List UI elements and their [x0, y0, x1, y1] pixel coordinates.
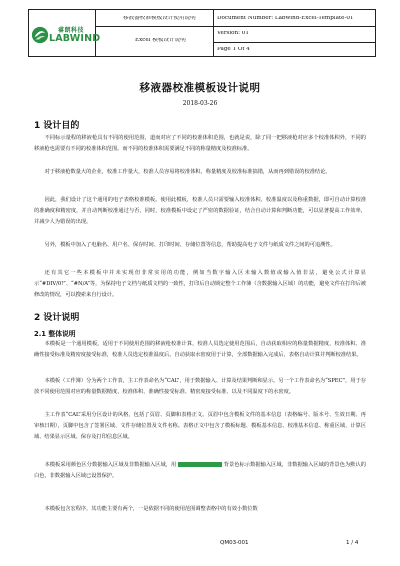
- header-version: Version: 01: [217, 31, 249, 36]
- logo-text-cn: 睿朗科技: [58, 27, 85, 34]
- paragraph: 对于移液枪数量大的企业，校准工作量大，校准人员容易将校准体积、称量精度及校准标准搞错，从而再到错误的校准结论。: [44, 169, 331, 175]
- company-logo: [31, 24, 101, 50]
- logo-mark-icon: [31, 26, 49, 44]
- document-title: 移液器校准模板设计说明: [139, 82, 261, 94]
- header-divider: [213, 42, 375, 43]
- header-page: Page 1 Of 4: [217, 47, 250, 52]
- paragraph: 本模板包含宏程序，其功能主要有两个，一是依据不同的使用范围调整表格中的有效小数位数: [44, 506, 258, 512]
- paragraph-color-note: [34, 460, 366, 482]
- section-heading: 1 设计目的: [34, 121, 80, 131]
- paragraph: 本模板是一个通用模板，适用于不同使用范围的移液枪校准计算，校准人员选定使用范围后，自动获取相应的称量数据精度、校准体积、准确性接受标准及精密度接受标准，校准人员选定校准温度后，自动获取水密度用于计算，全部数据输入完成后，表格自动计算并判断校准结果。: [34, 341, 366, 359]
- document-header: [28, 9, 376, 57]
- paragraph: 主工作表“CAL”采用分区设计的风格，包括了页眉、页脚和表格正文。页眉中包含模板文件的基本信息（表格编号、版本号、生效日期、再审核日期），页脚中包含了签署区域、文件存储位置及文件名称。表格正文中包含了模板标题、模板基本信息、校准基本信息、称重区域、计算区域、结果显示区域、保存及打印信息区域。: [34, 412, 366, 441]
- color-note-text-a: 本模板采用颜色区分数据输入区域及非数据输入区域，用: [44, 462, 179, 468]
- header-divider: [213, 10, 214, 56]
- paragraph: 本模板（工作簿）分为两个工作表，主工作表命名为“CAL”，用于数据输入、计算及结果判断和显示。另一个工作表命名为“SPEC”，用于存放不同使用范围对应的称量数据精度、校准体积、准确性接受标准、精密度接受标准、以及不同温度下的水密度。: [34, 378, 366, 396]
- header-doc-number: Document Number: Labwind-Excel-Template-01: [217, 16, 354, 21]
- paragraph: 不同标示量程的移液枪具有不同的使用范围，道而对应了不同的校准体积范围，也就是说，除了同一把移液枪对应多个校准体积外，不同的移液枪也需要有不同的校准体积范围。而不同的校准体积需要满足不同的称量精度及校准标准。: [34, 135, 366, 153]
- document-date: 2018-03-26: [182, 100, 218, 107]
- paragraph: 还有其它一些本模板中并未实现但非常实用的功能，例如当数字输入区未输入数值或输入值非法，避免公式计算显示“#DIV/0!”、“#N/A”等，为保持电子文档与纸质文档的一致性，打印后自动锁定整个工作簿（含数据输入区域）的功能，避免文件在打印后被修改的情况，可以搜索来自行设计。: [34, 270, 366, 299]
- footer-doc-code: QM03-001: [220, 540, 249, 546]
- green-swatch: [178, 462, 222, 467]
- header-doc-title: 移液器校准模板设计使用说明: [123, 16, 196, 21]
- paragraph: 另外，模板中加入了电脑名、用户名、保存时间、打印时间、存储位置等信息，帮助提高电子文件与纸质文件之间的可追溯性。: [44, 242, 336, 248]
- subsection-heading: 2.1 整体说明: [34, 330, 76, 338]
- paragraph: 因此，我们设计了这个通用的电子表格校准模板。使用此模板，校准人员只需要输入校准体积、校准温度以及称重数据，即可自动计算校准的准确度和精密度，并自动判断校准通过与否，同时，校准模板中设定了严密的数据验证，结合自动计算和判断功能，可以显著提高工作效率，并减少人为错误的出现。: [34, 197, 366, 226]
- header-divider: [95, 26, 375, 27]
- color-note-text-b: 背景色标示数据输入区域，非数据输入区域的背景色为默认的白色，非数据输入区域已设置保护。: [34, 462, 366, 480]
- footer-page-number: 1 / 4: [346, 540, 359, 546]
- header-doc-subtitle: Excel 模板设计说明: [135, 38, 186, 43]
- section-heading: 2 设计说明: [34, 313, 80, 323]
- logo-text-en: LABWIND: [49, 33, 101, 44]
